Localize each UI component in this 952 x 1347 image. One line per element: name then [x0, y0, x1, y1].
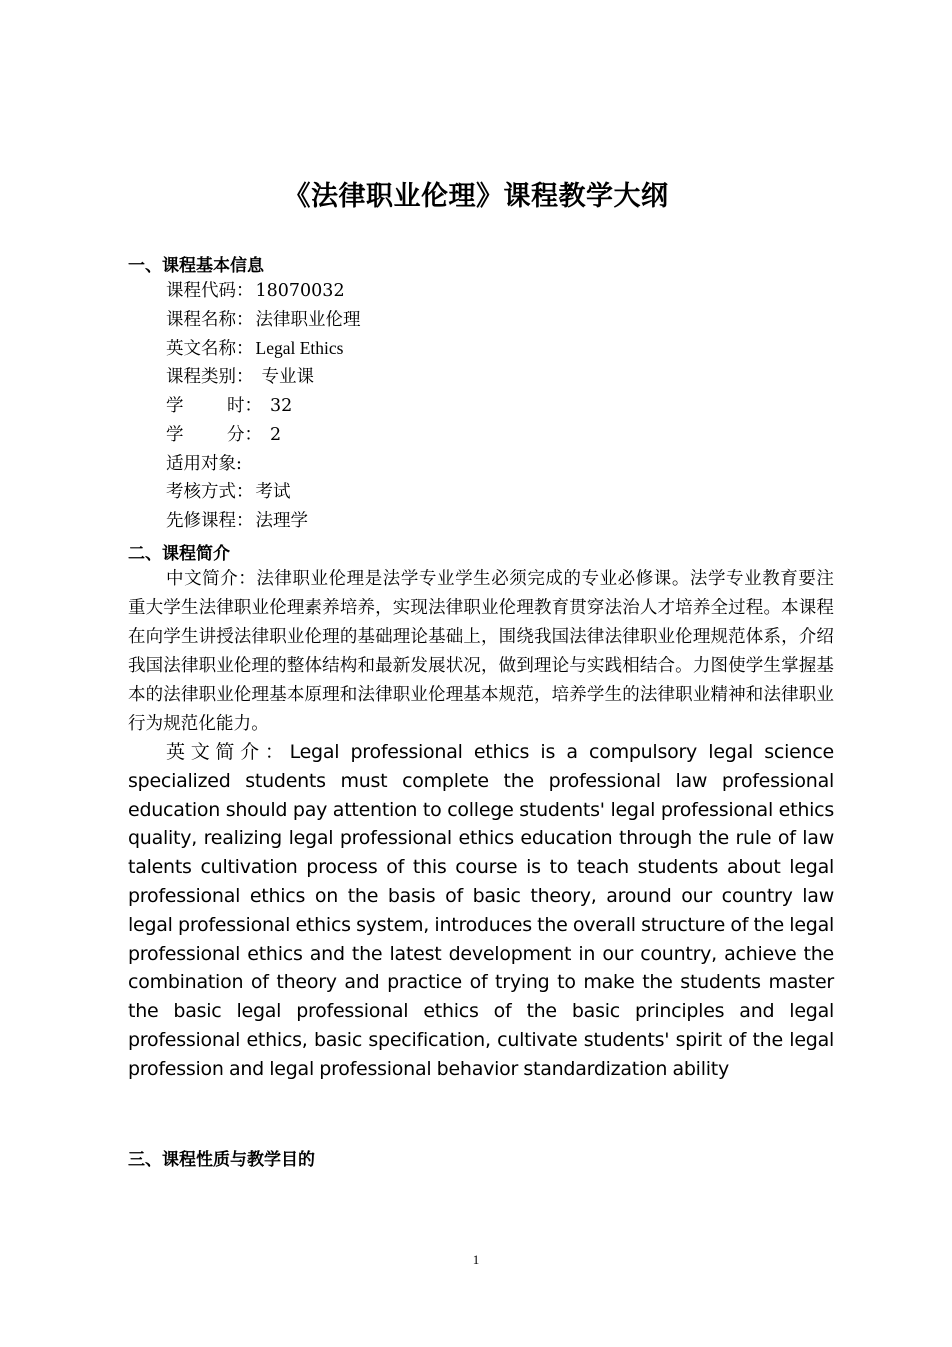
- info-row-assessment: [166, 478, 291, 506]
- info-row-course-code: [166, 277, 345, 305]
- info-label: 考核方式：: [166, 482, 254, 502]
- info-row-target-audience: [166, 450, 244, 478]
- info-row-course-category: [166, 363, 314, 391]
- info-value: 专业课: [261, 367, 314, 387]
- info-value: 2: [270, 425, 282, 445]
- info-label: 先修课程：: [166, 511, 254, 531]
- info-value: 18070032: [255, 281, 345, 301]
- info-label: 课程类别：: [166, 367, 254, 387]
- section-heading-nature-purpose: 三、课程性质与教学目的: [128, 1150, 315, 1170]
- document-title: 《法律职业伦理》课程教学大纲: [283, 181, 669, 212]
- section-heading-basic-info: 一、课程基本信息: [128, 256, 264, 276]
- info-label: 英文名称：: [166, 339, 254, 359]
- info-value: 考试: [255, 482, 291, 502]
- info-value: 法理学: [255, 511, 308, 531]
- info-row-credits: [166, 421, 281, 449]
- chinese-intro-paragraph: 中文简介：法律职业伦理是法学专业学生必须完成的专业必修课。法学专业教育要注重大学生法律职业伦理素养培养，实现法律职业伦理教育贯穿法治人才培养全过程。本课程在向学生讲授法律职业伦理的基础理论基础上，围绕我国法律法律职业伦理规范体系，介绍我国法律职业伦理的整体结构和最新发展状况，做到理论与实践相结合。力图使学生掌握基本的法律职业伦理基本原理和法律职业伦理基本规范，培养学生的法律职业精神和法律职业行为规范化能力。: [128, 569, 834, 734]
- english-intro-paragraph: [128, 738, 834, 1084]
- english-intro-lead: 英文简介: [166, 741, 265, 763]
- info-label: 学 分：: [166, 425, 262, 445]
- info-label: 适用对象:: [166, 454, 242, 474]
- english-intro-text: ：Legal professional ethics is a compulsory legal science specialized students must complete the professional law professional education should pay attention to college students' legal professional ethics quality, realizing legal professional ethics education through the rule of law talents cultivation process of this course is to teach students about legal professional ethics on the basis of basic theory, around our country law legal professional ethics system, introduces the overall structure of the legal professional ethics and the latest development in our country, achieve the combination of theory and practice of trying to make the students master the basic legal professional ethics of the basic principles and legal professional ethics, basic specification, cultivate students' spirit of the legal profession and legal professional behavior standardization ability: [128, 741, 834, 1080]
- info-label: 课程代码：: [166, 281, 254, 301]
- info-row-hours: [166, 392, 292, 420]
- info-row-english-name: [166, 334, 343, 362]
- info-value: Legal Ethics: [255, 338, 344, 358]
- info-label: 学 时：: [166, 396, 262, 416]
- page-number: 1: [472, 1252, 480, 1267]
- info-row-prerequisite: [166, 507, 308, 535]
- info-label: 课程名称：: [166, 310, 254, 330]
- section-heading-intro: 二、课程简介: [128, 544, 230, 564]
- info-value: 32: [270, 396, 293, 416]
- info-value: 法律职业伦理: [255, 310, 361, 330]
- info-row-course-name: [166, 306, 361, 334]
